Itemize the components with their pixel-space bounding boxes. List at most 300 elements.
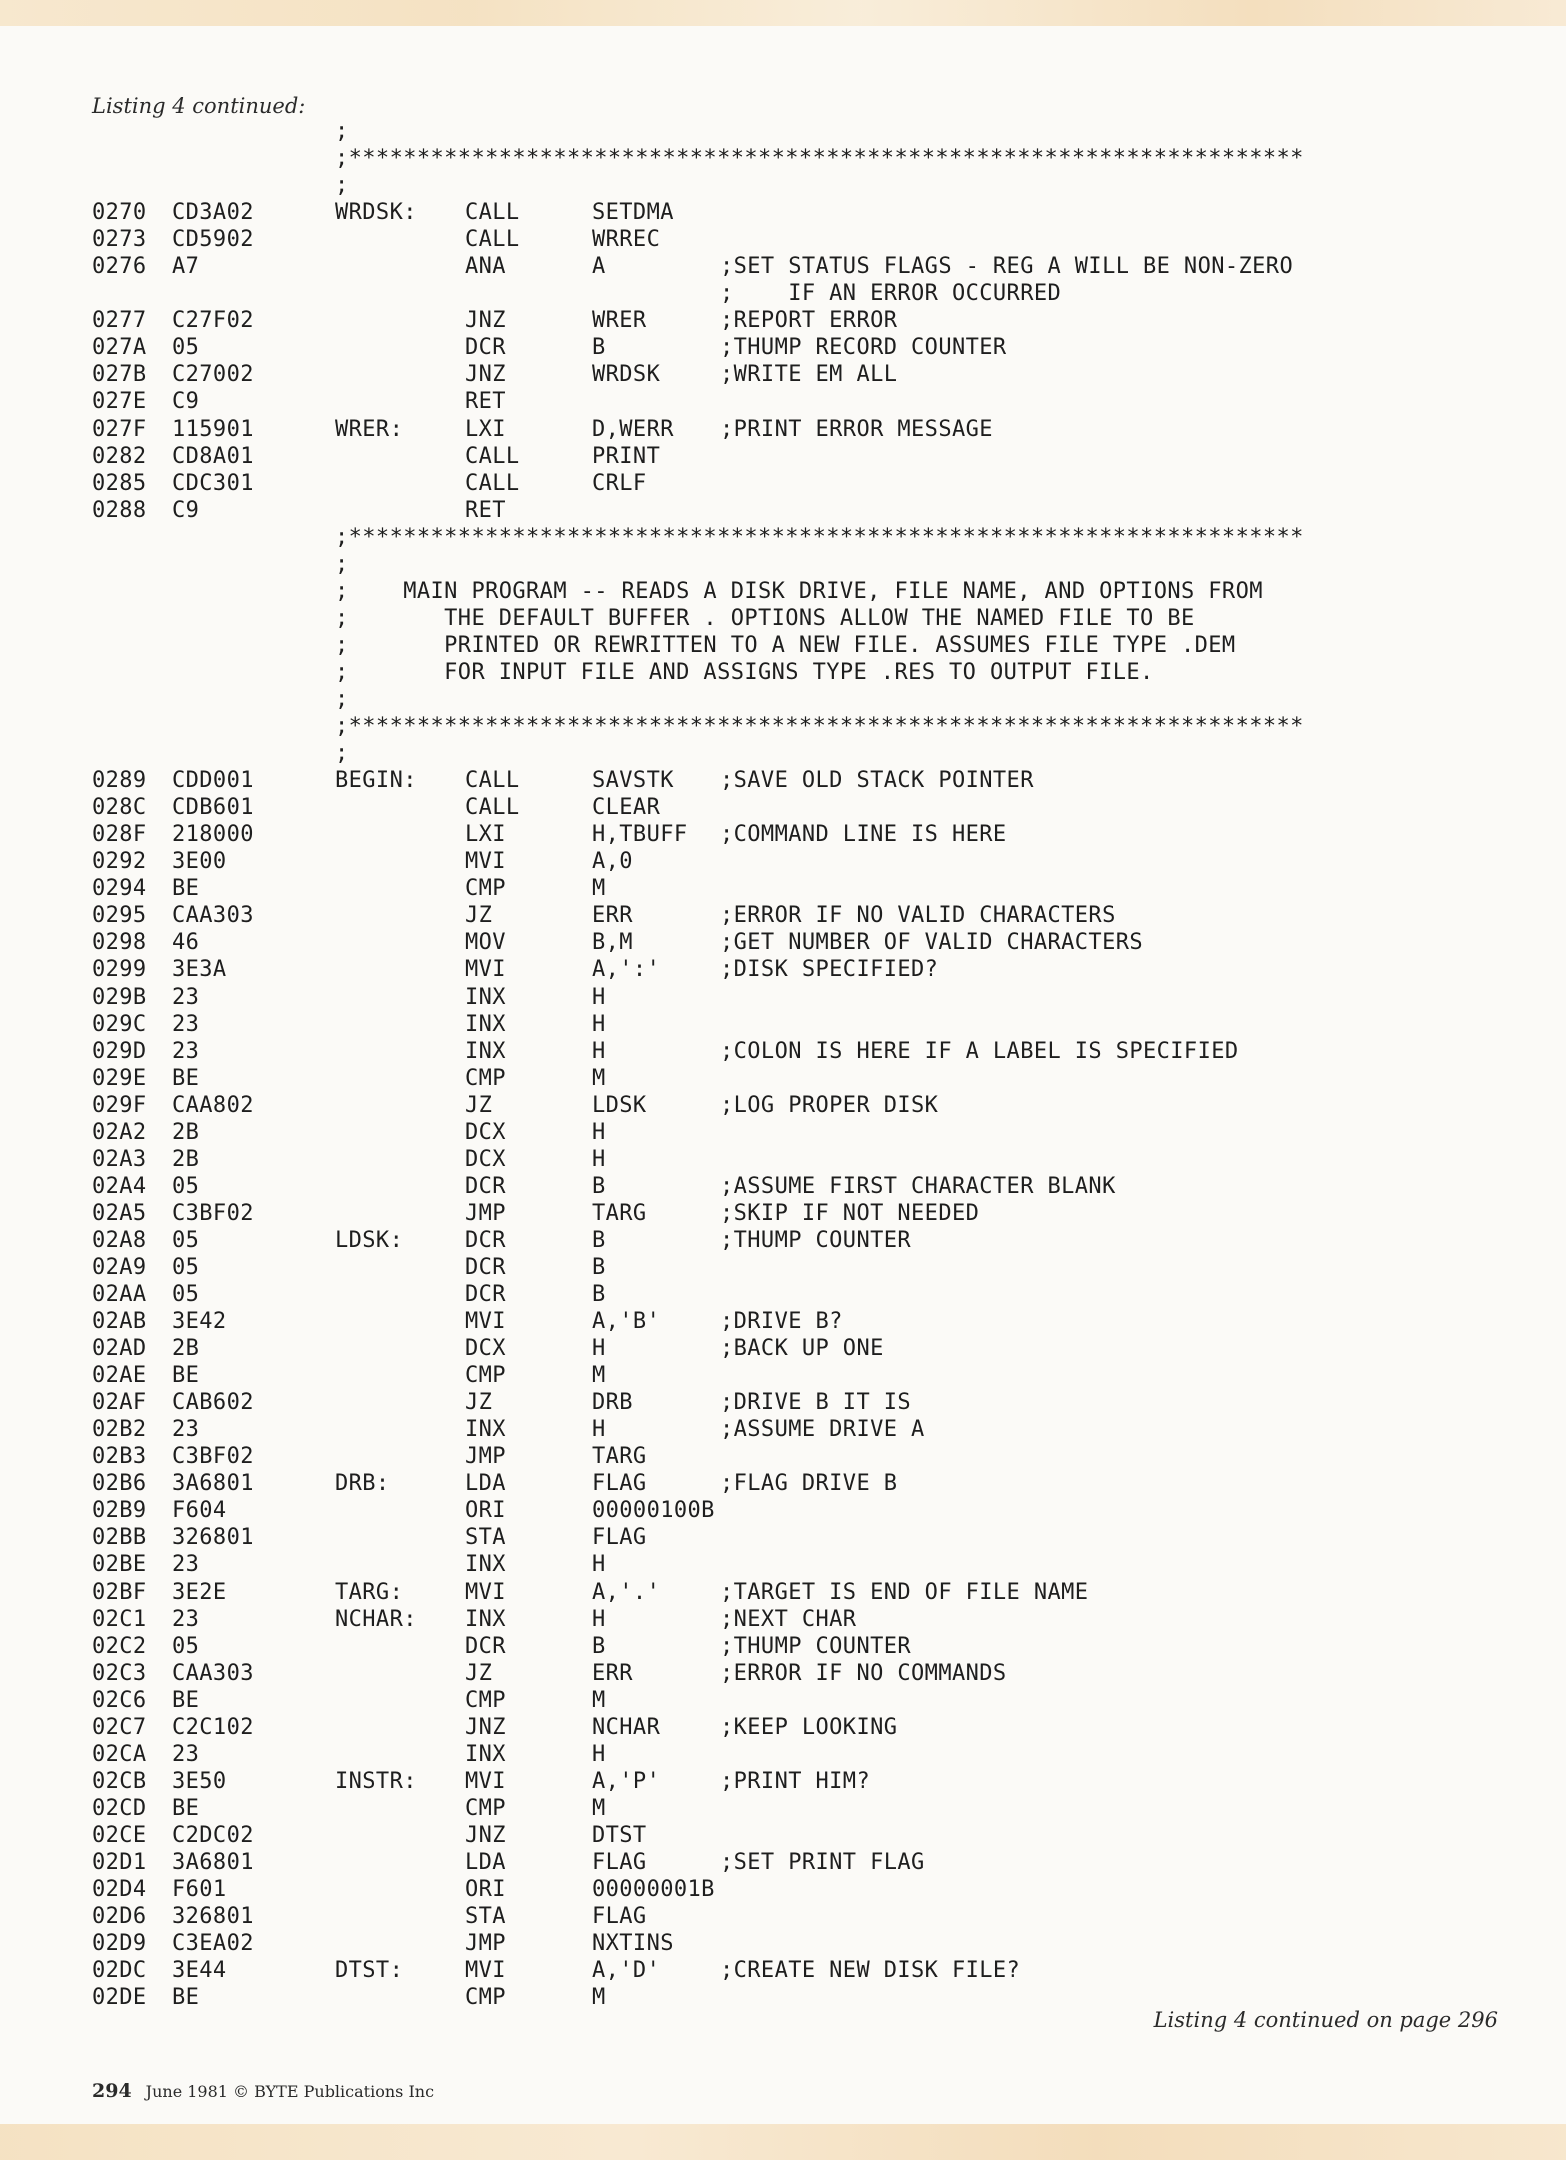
line-label <box>335 307 465 334</box>
listing-line <box>92 388 1532 415</box>
line-code: CD5902 <box>172 227 254 253</box>
line-comment <box>720 470 1532 497</box>
listing-line <box>92 1335 1532 1362</box>
line-comment: ;DISK SPECIFIED? <box>720 957 939 983</box>
line-address: 02AD <box>92 1336 147 1362</box>
listing-header: Listing 4 continued: <box>92 94 306 118</box>
listing-line <box>92 416 1532 443</box>
line-comment: ;FLAG DRIVE B <box>720 1471 898 1497</box>
line-operand: B <box>592 1173 606 1199</box>
line-address: 027B <box>92 362 147 388</box>
line-opcode: LDA <box>465 1850 506 1875</box>
line-address: 02AA <box>92 1282 147 1308</box>
line-operand: ERR <box>592 1660 633 1686</box>
listing-line <box>92 1362 1532 1389</box>
line-address: 02D4 <box>92 1877 147 1903</box>
line-comment <box>720 226 1532 253</box>
line-operand: M <box>592 1363 606 1389</box>
line-code: 46 <box>172 930 200 956</box>
line-operand: ERR <box>592 903 633 929</box>
line-comment <box>720 1065 1532 1092</box>
line-opcode: DCR <box>465 1633 506 1659</box>
line-opcode: CMP <box>465 1687 506 1713</box>
line-comment <box>720 497 1532 524</box>
line-operand: SAVSTK <box>592 768 674 794</box>
line-address: 02A4 <box>92 1173 147 1199</box>
listing-line <box>92 713 1532 740</box>
line-operand <box>592 497 720 524</box>
listing-line <box>92 470 1532 497</box>
line-comment <box>720 1443 1532 1470</box>
line-comment <box>720 984 1532 1011</box>
line-address: 028C <box>92 795 147 821</box>
line-operand: A,0 <box>592 849 633 875</box>
line-opcode: MVI <box>465 1958 506 1984</box>
line-address: 02CD <box>92 1795 147 1821</box>
line-opcode: CMP <box>465 1363 506 1389</box>
line-address: 029C <box>92 1011 147 1037</box>
line-label <box>335 253 465 280</box>
line-operand: B <box>592 335 606 361</box>
line-opcode: JZ <box>465 1092 493 1118</box>
line-label <box>335 1930 465 1957</box>
line-address: 02C6 <box>92 1687 147 1713</box>
line-address: 02B2 <box>92 1417 147 1443</box>
line-operand: H <box>592 1011 606 1037</box>
listing-line <box>92 605 1532 632</box>
line-operand: A <box>592 254 606 280</box>
line-label: TARG: <box>335 1579 404 1605</box>
line-code: F604 <box>172 1498 227 1524</box>
line-opcode: STA <box>465 1525 506 1551</box>
line-opcode: DCR <box>465 1254 506 1280</box>
line-code: 3E00 <box>172 849 227 875</box>
line-address: 027F <box>92 416 147 442</box>
line-opcode <box>465 280 592 307</box>
line-operand <box>592 280 720 307</box>
line-operand: DTST <box>592 1822 647 1848</box>
line-operand: B <box>592 1227 606 1253</box>
line-address: 0295 <box>92 903 147 929</box>
line-operand: NCHAR <box>592 1714 661 1740</box>
line-operand: M <box>592 1687 606 1713</box>
line-opcode: CALL <box>465 200 520 226</box>
line-label <box>335 1254 465 1281</box>
line-comment <box>720 1930 1532 1957</box>
line-opcode: CALL <box>465 470 520 496</box>
line-opcode: DCX <box>465 1119 506 1145</box>
page-footer <box>92 2080 434 2102</box>
line-opcode: DCR <box>465 1227 506 1253</box>
line-address: 02CE <box>92 1822 147 1848</box>
line-label <box>335 1308 465 1335</box>
line-label: WRDSK: <box>335 200 417 226</box>
line-opcode: DCR <box>465 1282 506 1308</box>
listing-line <box>92 821 1532 848</box>
line-comment <box>720 1362 1532 1389</box>
line-label <box>335 1038 465 1065</box>
line-address: 029B <box>92 984 147 1010</box>
line-address: 027E <box>92 389 147 415</box>
line-address: 02CB <box>92 1768 147 1794</box>
line-label <box>335 875 465 902</box>
listing-line <box>92 551 1532 578</box>
line-operand: M <box>592 876 606 902</box>
line-operand <box>592 388 720 415</box>
line-label <box>335 443 465 470</box>
line-label <box>335 1443 465 1470</box>
line-address: 0285 <box>92 470 147 496</box>
line-operand: WRREC <box>592 227 661 253</box>
line-label <box>335 1876 465 1903</box>
line-comment: ;DRIVE B? <box>720 1309 843 1335</box>
line-comment: ;THUMP COUNTER <box>720 1633 912 1659</box>
line-opcode: INX <box>465 1741 506 1767</box>
line-code: BE <box>172 1065 200 1091</box>
line-code: C2C102 <box>172 1714 254 1740</box>
listing-line <box>92 1011 1532 1038</box>
line-text: ; <box>335 741 349 767</box>
line-opcode: DCR <box>465 335 506 361</box>
line-opcode: INX <box>465 1552 506 1578</box>
line-code: CDC301 <box>172 470 254 496</box>
line-operand: FLAG <box>592 1471 647 1497</box>
line-code: 05 <box>172 1254 200 1280</box>
line-text: ; PRINTED OR REWRITTEN TO A NEW FILE. ASSUMES FILE TYPE .DEM <box>335 632 1236 658</box>
line-label <box>335 1741 465 1768</box>
line-address: 0270 <box>92 200 147 226</box>
line-comment: ;ASSUME FIRST CHARACTER BLANK <box>720 1173 1116 1199</box>
line-operand: H <box>592 1741 606 1767</box>
line-code: 05 <box>172 335 200 361</box>
code-listing <box>92 118 1532 2011</box>
line-code: C27F02 <box>172 308 254 334</box>
line-code: 326801 <box>172 1525 254 1551</box>
line-comment <box>720 1876 1532 1903</box>
line-text: ; MAIN PROGRAM -- READS A DISK DRIVE, FILE NAME, AND OPTIONS FROM <box>335 578 1263 604</box>
line-comment: ;THUMP COUNTER <box>720 1227 912 1253</box>
line-opcode: DCR <box>465 1173 506 1199</box>
line-label <box>335 1281 465 1308</box>
listing-line <box>92 497 1532 524</box>
listing-line <box>92 740 1532 767</box>
listing-line <box>92 1957 1532 1984</box>
line-address: 02A3 <box>92 1146 147 1172</box>
listing-line <box>92 1281 1532 1308</box>
line-opcode: MVI <box>465 849 506 875</box>
line-label <box>335 361 465 388</box>
line-opcode: CALL <box>465 795 520 821</box>
line-opcode: JZ <box>465 903 493 929</box>
line-comment: ;REPORT ERROR <box>720 308 898 334</box>
line-label <box>335 280 465 307</box>
line-operand: H <box>592 1417 606 1443</box>
line-code: BE <box>172 1795 200 1821</box>
line-label <box>335 1687 465 1714</box>
line-label <box>335 334 465 361</box>
listing-line <box>92 956 1532 983</box>
listing-line <box>92 1822 1532 1849</box>
line-opcode: JNZ <box>465 362 506 388</box>
line-operand: CLEAR <box>592 795 661 821</box>
line-comment: ;KEEP LOOKING <box>720 1714 898 1740</box>
line-opcode: ORI <box>465 1498 506 1524</box>
line-text: ;********************************************************************** <box>335 146 1304 172</box>
line-operand: H <box>592 1336 606 1362</box>
line-text: ;********************************************************************** <box>335 524 1304 550</box>
line-code: BE <box>172 1363 200 1389</box>
line-address: 02A8 <box>92 1227 147 1253</box>
line-operand: 00000100B <box>592 1498 715 1524</box>
line-comment: ;NEXT CHAR <box>720 1606 857 1632</box>
line-code: BE <box>172 1985 200 2011</box>
line-label <box>335 1524 465 1551</box>
line-label <box>335 1362 465 1389</box>
line-label <box>335 1822 465 1849</box>
line-operand: H <box>592 1146 606 1172</box>
line-address <box>92 280 172 307</box>
listing-line <box>92 226 1532 253</box>
line-comment: ;THUMP RECORD COUNTER <box>720 335 1007 361</box>
line-address: 02B3 <box>92 1444 147 1470</box>
line-label <box>335 226 465 253</box>
line-code: 23 <box>172 1741 200 1767</box>
line-operand: TARG <box>592 1444 647 1470</box>
line-operand: H <box>592 1119 606 1145</box>
line-operand: A,'P' <box>592 1768 661 1794</box>
listing-line <box>92 361 1532 388</box>
line-code: C3BF02 <box>172 1200 254 1226</box>
line-opcode: CALL <box>465 443 520 469</box>
line-code: 05 <box>172 1633 200 1659</box>
line-label: DRB: <box>335 1471 390 1497</box>
line-address: 029F <box>92 1092 147 1118</box>
line-text: ; FOR INPUT FILE AND ASSIGNS TYPE .RES TO OUTPUT FILE. <box>335 659 1154 685</box>
line-operand: M <box>592 1985 606 2011</box>
line-address: 02CA <box>92 1741 147 1767</box>
listing-line <box>92 1065 1532 1092</box>
line-code: C9 <box>172 497 200 523</box>
line-address: 02C3 <box>92 1660 147 1686</box>
continued-note: Listing 4 continued on page 296 <box>1153 2008 1498 2032</box>
line-opcode: INX <box>465 1038 506 1064</box>
line-label <box>335 902 465 929</box>
line-code: 23 <box>172 1011 200 1037</box>
line-operand: WRER <box>592 308 647 334</box>
line-operand: CRLF <box>592 470 647 496</box>
line-code: 3E42 <box>172 1309 227 1335</box>
line-address: 028F <box>92 822 147 848</box>
line-address: 02AB <box>92 1309 147 1335</box>
line-code: 23 <box>172 1417 200 1443</box>
line-comment <box>720 1551 1532 1578</box>
line-operand: NXTINS <box>592 1931 674 1957</box>
line-operand: PRINT <box>592 443 661 469</box>
line-label <box>335 1011 465 1038</box>
line-code: 05 <box>172 1282 200 1308</box>
line-comment <box>720 1011 1532 1038</box>
line-comment <box>720 848 1532 875</box>
page-bottom-edge <box>0 2124 1566 2160</box>
line-address: 02A5 <box>92 1200 147 1226</box>
listing-line <box>92 578 1532 605</box>
listing-line <box>92 443 1532 470</box>
listing-line <box>92 1173 1532 1200</box>
line-comment <box>720 1254 1532 1281</box>
line-opcode: RET <box>465 389 506 415</box>
line-code: 2B <box>172 1336 200 1362</box>
line-text: ; <box>335 551 349 577</box>
line-label <box>335 794 465 821</box>
listing-line <box>92 984 1532 1011</box>
line-code: C2DC02 <box>172 1822 254 1848</box>
line-comment: ;SET STATUS FLAGS - REG A WILL BE NON-ZERO <box>720 254 1294 280</box>
line-comment <box>720 1524 1532 1551</box>
line-label <box>335 1903 465 1930</box>
line-opcode: MOV <box>465 930 506 956</box>
line-operand: DRB <box>592 1390 633 1416</box>
line-address: 0292 <box>92 849 147 875</box>
line-operand: H <box>592 1552 606 1578</box>
listing-line <box>92 199 1532 226</box>
listing-line <box>92 1254 1532 1281</box>
line-code: C3EA02 <box>172 1931 254 1957</box>
line-address: 02DC <box>92 1958 147 1984</box>
line-label <box>335 984 465 1011</box>
listing-line <box>92 1687 1532 1714</box>
line-address: 02B9 <box>92 1498 147 1524</box>
line-address: 02A9 <box>92 1254 147 1280</box>
line-text: ; <box>335 686 349 712</box>
line-operand: B <box>592 1633 606 1659</box>
line-opcode: INX <box>465 1606 506 1632</box>
listing-line <box>92 659 1532 686</box>
line-opcode: INX <box>465 1011 506 1037</box>
line-operand: B <box>592 1254 606 1280</box>
line-address: 02D9 <box>92 1931 147 1957</box>
line-operand: FLAG <box>592 1525 647 1551</box>
line-comment: ;PRINT ERROR MESSAGE <box>720 416 993 442</box>
line-operand: H,TBUFF <box>592 822 688 848</box>
line-opcode: CALL <box>465 768 520 794</box>
listing-line <box>92 1038 1532 1065</box>
line-operand: H <box>592 1038 606 1064</box>
line-opcode: LXI <box>465 822 506 848</box>
line-label <box>335 1389 465 1416</box>
line-label <box>335 1849 465 1876</box>
line-comment <box>720 1687 1532 1714</box>
line-comment: ;SET PRINT FLAG <box>720 1850 925 1875</box>
line-label: WRER: <box>335 416 404 442</box>
line-opcode: JZ <box>465 1390 493 1416</box>
line-code: 23 <box>172 984 200 1010</box>
line-code: 3E2E <box>172 1579 227 1605</box>
listing-line <box>92 848 1532 875</box>
line-label: INSTR: <box>335 1768 417 1794</box>
line-comment <box>720 1822 1532 1849</box>
line-comment: ;TARGET IS END OF FILE NAME <box>720 1579 1089 1605</box>
listing-line <box>92 1443 1532 1470</box>
line-operand: H <box>592 984 606 1010</box>
line-opcode: CMP <box>465 1795 506 1821</box>
listing-line <box>92 902 1532 929</box>
line-comment: ;BACK UP ONE <box>720 1336 884 1362</box>
line-comment <box>720 1741 1532 1768</box>
listing-line <box>92 1470 1532 1497</box>
listing-line <box>92 1660 1532 1687</box>
line-operand: M <box>592 1065 606 1091</box>
line-code: 05 <box>172 1173 200 1199</box>
line-text: ;********************************************************************** <box>335 714 1304 740</box>
line-opcode: LDA <box>465 1471 506 1497</box>
line-comment <box>720 875 1532 902</box>
line-code: 3A6801 <box>172 1471 254 1497</box>
line-comment: ;COMMAND LINE IS HERE <box>720 822 1007 848</box>
listing-line <box>92 1308 1532 1335</box>
line-address: 02C2 <box>92 1633 147 1659</box>
line-address: 02BB <box>92 1525 147 1551</box>
line-opcode: STA <box>465 1904 506 1930</box>
listing-line <box>92 1524 1532 1551</box>
listing-line <box>92 1551 1532 1578</box>
line-code: 3E3A <box>172 957 227 983</box>
line-operand: A,'D' <box>592 1958 661 1984</box>
line-comment: ;ERROR IF NO VALID CHARACTERS <box>720 903 1116 929</box>
line-code: 326801 <box>172 1904 254 1930</box>
listing-line <box>92 253 1532 280</box>
line-opcode: MVI <box>465 1309 506 1335</box>
footer-text: June 1981 © BYTE Publications Inc <box>145 2082 435 2101</box>
line-opcode: CALL <box>465 227 520 253</box>
line-code: BE <box>172 876 200 902</box>
line-label <box>335 388 465 415</box>
line-opcode: RET <box>465 497 506 523</box>
line-operand: LDSK <box>592 1092 647 1118</box>
listing-line <box>92 1876 1532 1903</box>
line-label <box>335 470 465 497</box>
line-label <box>335 1092 465 1119</box>
line-opcode: JNZ <box>465 308 506 334</box>
listing-line <box>92 1903 1532 1930</box>
line-code: CDB601 <box>172 795 254 821</box>
line-opcode: ANA <box>465 254 506 280</box>
line-address: 02D1 <box>92 1850 147 1875</box>
line-label <box>335 497 465 524</box>
line-code: 2B <box>172 1146 200 1172</box>
line-operand: 00000001B <box>592 1877 715 1903</box>
line-code: C3BF02 <box>172 1444 254 1470</box>
listing-line <box>92 1930 1532 1957</box>
listing-line <box>92 1768 1532 1795</box>
listing-line <box>92 1389 1532 1416</box>
listing-line <box>92 1849 1532 1876</box>
line-comment <box>720 1146 1532 1173</box>
line-operand: B,M <box>592 930 633 956</box>
line-opcode: ORI <box>465 1877 506 1903</box>
line-code: 218000 <box>172 822 254 848</box>
line-operand: H <box>592 1606 606 1632</box>
page-number: 294 <box>92 2080 132 2102</box>
listing-line <box>92 1416 1532 1443</box>
line-opcode: CMP <box>465 1985 506 2011</box>
listing-line <box>92 1606 1532 1633</box>
line-code: CD8A01 <box>172 443 254 469</box>
line-label <box>335 1714 465 1741</box>
line-code: 23 <box>172 1606 200 1632</box>
line-code: C9 <box>172 389 200 415</box>
listing-line <box>92 145 1532 172</box>
line-operand: A,'B' <box>592 1309 661 1335</box>
